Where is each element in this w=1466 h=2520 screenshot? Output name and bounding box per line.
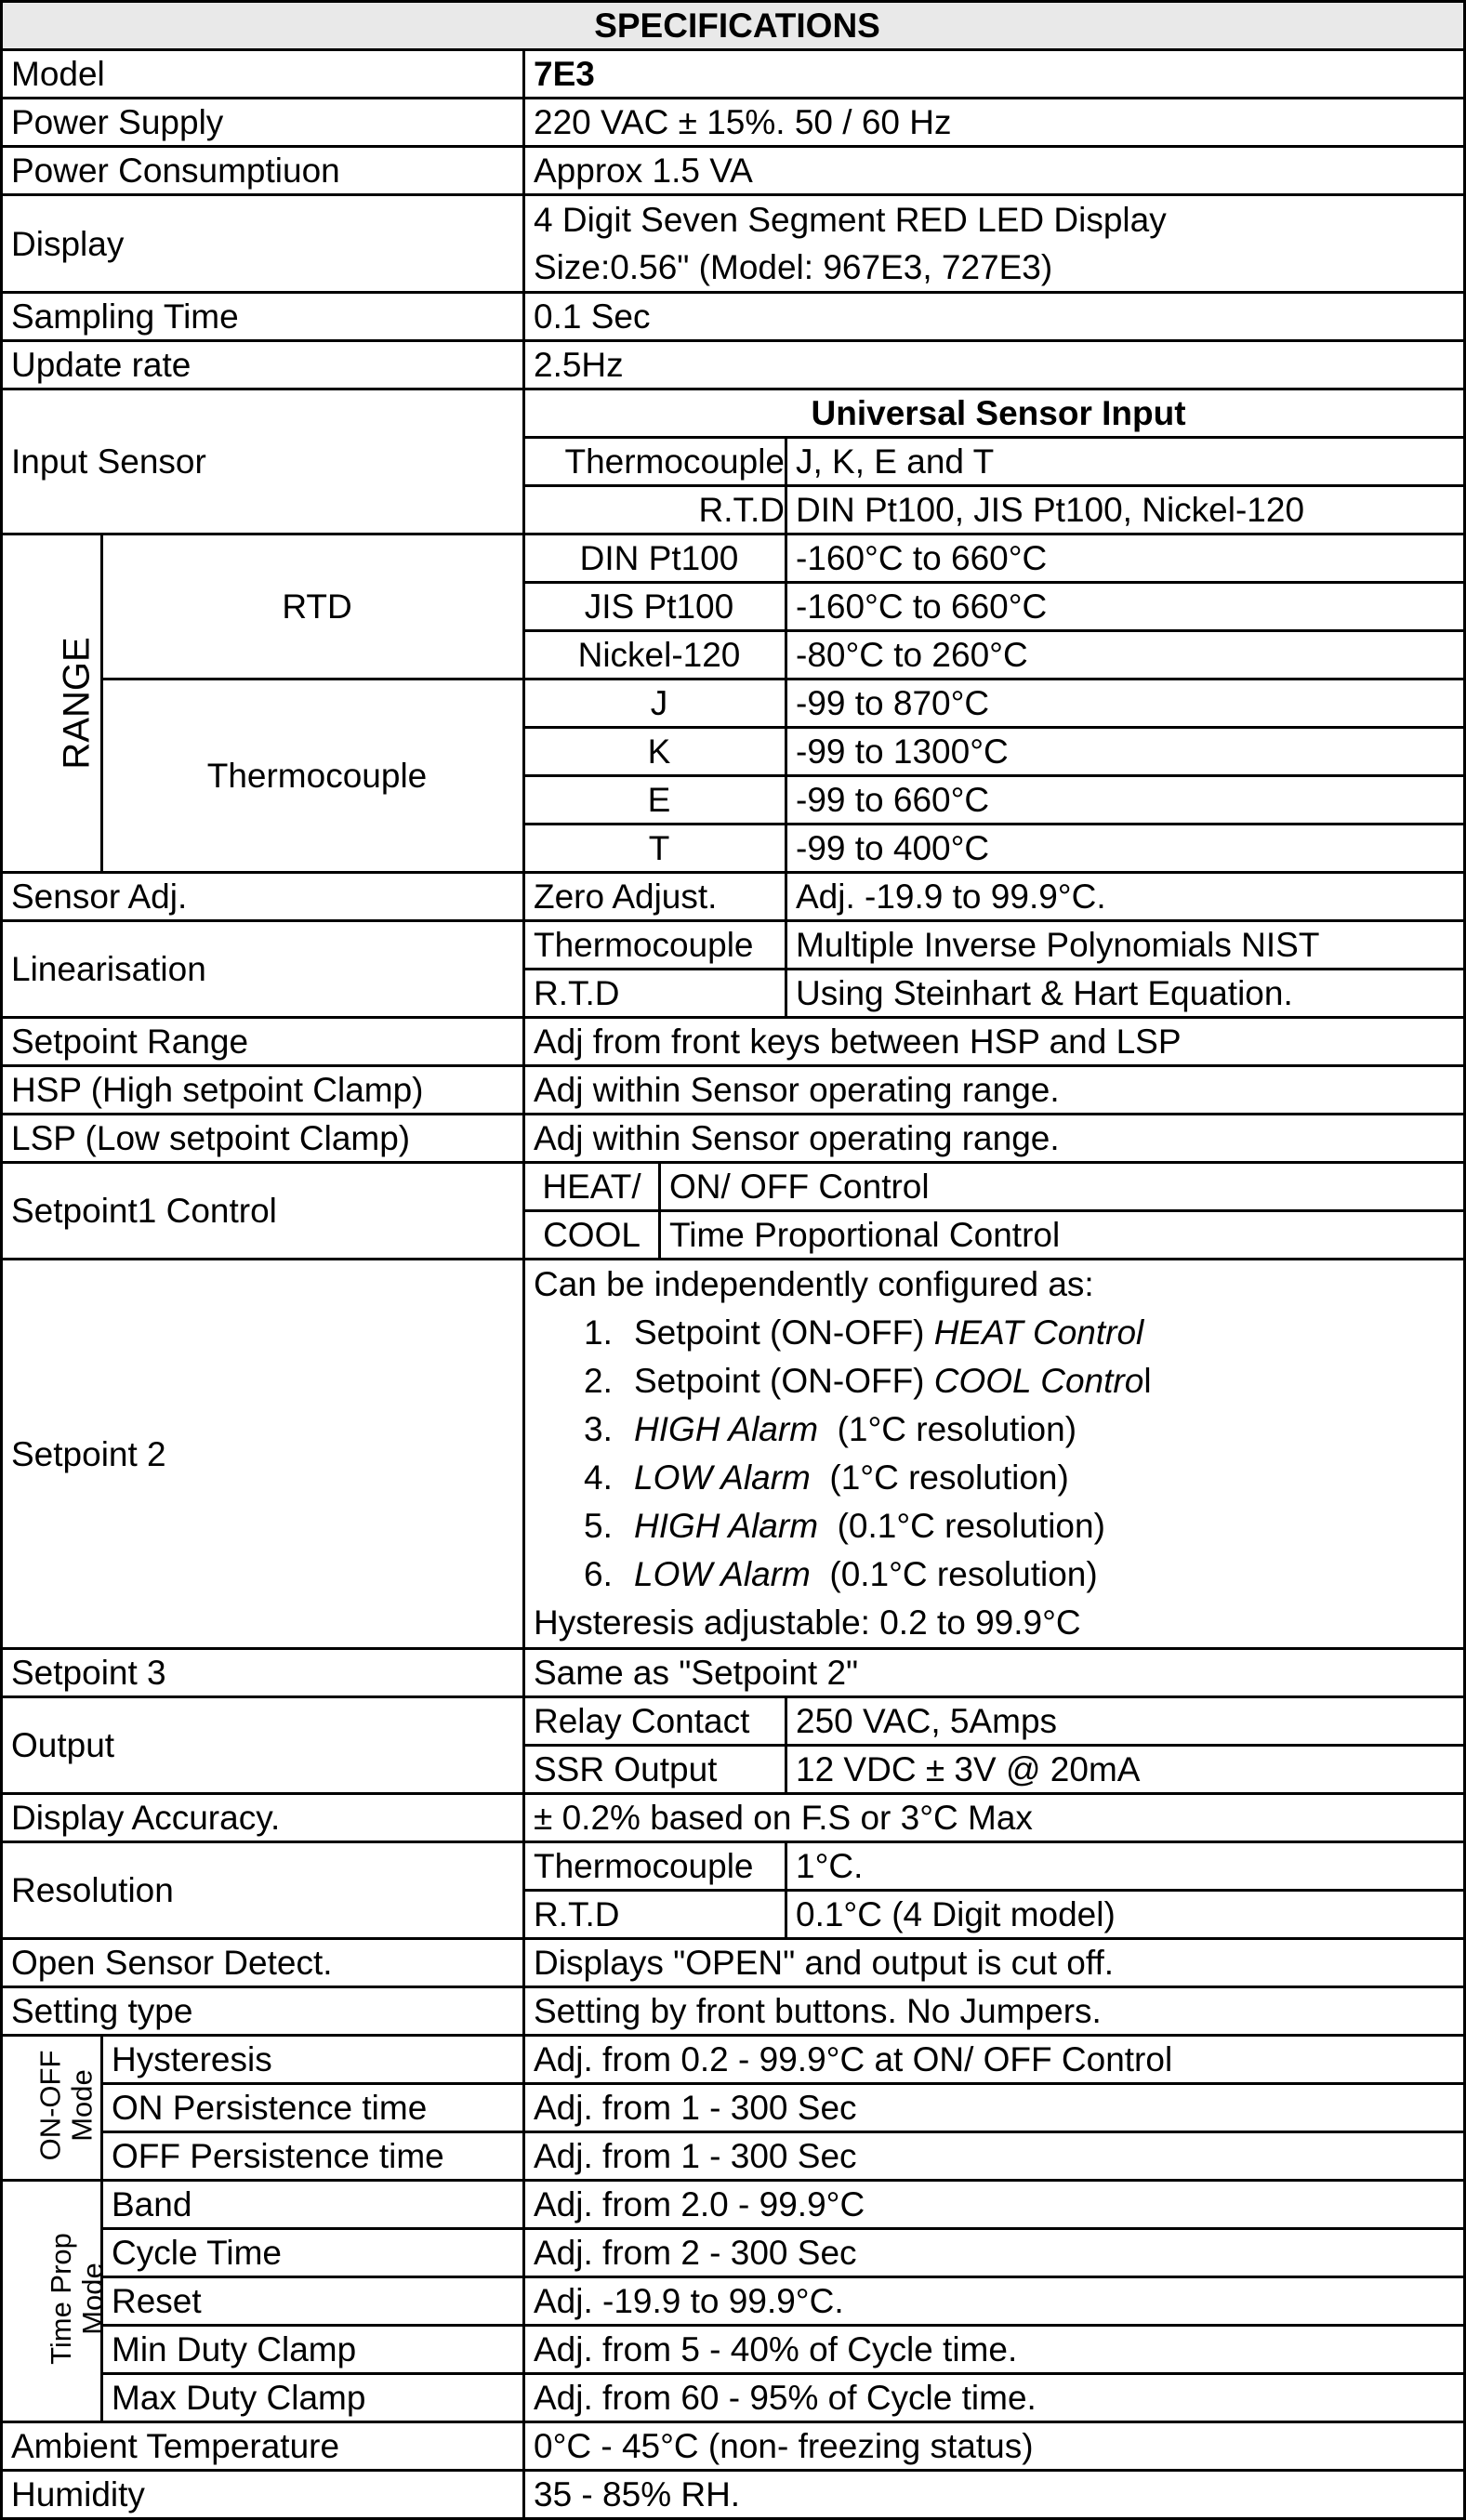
spec-label: Setting type: [2, 1987, 524, 2036]
table-row: [2, 2277, 1465, 2326]
table-row: [2, 1260, 1465, 1649]
spec-value: 2.5Hz: [524, 341, 1465, 389]
spec-value: Adj. from 0.2 - 99.9°C at ON/ OFF Control: [524, 2036, 1465, 2084]
spec-label: Display: [2, 195, 524, 293]
spec-value: 1°C.: [786, 1842, 1465, 1891]
spec-value: Adj within Sensor operating range.: [524, 1066, 1465, 1115]
table-row: [2, 389, 1465, 438]
table-row: [2, 921, 1465, 970]
mode-param: OFF Persistence time: [102, 2132, 524, 2181]
table-row: [2, 147, 1465, 195]
table-row: [2, 2084, 1465, 2132]
timeprop-mode-label: Time Prop Mode: [2, 2181, 102, 2422]
table-row: [2, 1649, 1465, 1697]
table-row: [2, 195, 1465, 293]
spec-label: Setpoint Range: [2, 1018, 524, 1066]
mode-param: Reset: [102, 2277, 524, 2326]
table-row: [2, 1163, 1465, 1211]
range-sensor: E: [524, 776, 786, 825]
table-row: [2, 2229, 1465, 2277]
table-row: [2, 1987, 1465, 2036]
range-label: [2, 534, 102, 873]
range-value: -160°C to 660°C: [786, 534, 1465, 583]
spec-label: Power Consumptiuon: [2, 147, 524, 195]
range-label-text: RANGE: [56, 637, 98, 770]
range-sensor: DIN Pt100: [524, 534, 786, 583]
setpoint1-mode-line2: COOL: [525, 1212, 661, 1258]
range-value: -160°C to 660°C: [786, 583, 1465, 631]
spec-sub-label: R.T.D: [524, 970, 786, 1018]
table-row: [2, 1115, 1465, 1163]
table-row: [2, 341, 1465, 389]
spec-value: 250 VAC, 5Amps: [786, 1697, 1465, 1746]
mode-param: Cycle Time: [102, 2229, 524, 2277]
table-row: [2, 2374, 1465, 2422]
table-row: [2, 2422, 1465, 2471]
mode-param: Band: [102, 2181, 524, 2229]
range-value: -99 to 660°C: [786, 776, 1465, 825]
setpoint1-mode-line1: HEAT/: [525, 1164, 661, 1209]
spec-sub-label: Relay Contact: [524, 1697, 786, 1746]
display-line-2: Size:0.56" (Model: 967E3, 727E3): [534, 248, 1053, 286]
spec-label: Power Supply: [2, 99, 524, 147]
spec-label: HSP (High setpoint Clamp): [2, 1066, 524, 1115]
spec-label: Linearisation: [2, 921, 524, 1018]
table-title: SPECIFICATIONS: [2, 2, 1465, 50]
list-item: 5. HIGH Alarm (0.1°C resolution): [584, 1507, 1105, 1545]
spec-label: Ambient Temperature: [2, 2422, 524, 2471]
input-sensor-heading: Universal Sensor Input: [524, 389, 1465, 438]
spec-label: Setpoint 3: [2, 1649, 524, 1697]
onoff-mode-label: ON-OFF Mode: [2, 2036, 102, 2181]
mode-param: Max Duty Clamp: [102, 2374, 524, 2422]
range-thermocouple-label: Thermocouple: [102, 679, 524, 873]
table-row: [2, 293, 1465, 341]
spec-value: [524, 195, 1465, 293]
setpoint1-option: Time Proportional Control: [669, 1216, 1061, 1254]
sensor-type: R.T.D: [524, 486, 786, 534]
range-sensor: T: [524, 825, 786, 873]
spec-sub-label: SSR Output: [524, 1746, 786, 1794]
list-item: 4. LOW Alarm (1°C resolution): [584, 1458, 1069, 1497]
spec-label: Display Accuracy.: [2, 1794, 524, 1842]
spec-label: Sampling Time: [2, 293, 524, 341]
setpoint1-control-cell: [524, 1211, 1465, 1260]
table-row: [2, 1794, 1465, 1842]
spec-label: Humidity: [2, 2471, 524, 2519]
range-value: -80°C to 260°C: [786, 631, 1465, 679]
table-row: [2, 1842, 1465, 1891]
spec-value: Adj. from 5 - 40% of Cycle time.: [524, 2326, 1465, 2374]
setpoint2-footer: Hysteresis adjustable: 0.2 to 99.9°C: [534, 1603, 1081, 1642]
table-row: [2, 2471, 1465, 2519]
range-value: -99 to 1300°C: [786, 728, 1465, 776]
spec-value: ± 0.2% based on F.S or 3°C Max: [524, 1794, 1465, 1842]
spec-label: Model: [2, 50, 524, 99]
spec-label: Resolution: [2, 1842, 524, 1939]
spec-value: 7E3: [524, 50, 1465, 99]
spec-label: LSP (Low setpoint Clamp): [2, 1115, 524, 1163]
mode-param: ON Persistence time: [102, 2084, 524, 2132]
spec-value: Adj. from 1 - 300 Sec: [524, 2132, 1465, 2181]
spec-value: Using Steinhart & Hart Equation.: [786, 970, 1465, 1018]
spec-label: Setpoint1 Control: [2, 1163, 524, 1260]
mode-param: Hysteresis: [102, 2036, 524, 2084]
spec-sub-label: Thermocouple: [524, 921, 786, 970]
setpoint2-intro: Can be independently configured as:: [534, 1265, 1094, 1303]
table-row: [2, 1939, 1465, 1987]
table-row: [2, 2132, 1465, 2181]
list-item: 1. Setpoint (ON-OFF) HEAT Control: [584, 1313, 1144, 1352]
spec-value: J, K, E and T: [786, 438, 1465, 486]
table-row: [2, 1066, 1465, 1115]
title-row: [2, 2, 1465, 50]
setpoint2-value: [524, 1260, 1465, 1649]
spec-value: Adj. from 2.0 - 99.9°C: [524, 2181, 1465, 2229]
spec-sub-label: Zero Adjust.: [524, 873, 786, 921]
spec-value: Adj. from 2 - 300 Sec: [524, 2229, 1465, 2277]
display-line-1: 4 Digit Seven Segment RED LED Display: [534, 201, 1167, 239]
spec-value: DIN Pt100, JIS Pt100, Nickel-120: [786, 486, 1465, 534]
setpoint1-control-cell: [524, 1163, 1465, 1211]
table-row: [2, 1697, 1465, 1746]
spec-value: 0.1 Sec: [524, 293, 1465, 341]
spec-label: Open Sensor Detect.: [2, 1939, 524, 1987]
range-sensor: JIS Pt100: [524, 583, 786, 631]
spec-value: 0°C - 45°C (non- freezing status): [524, 2422, 1465, 2471]
table-row: [2, 2181, 1465, 2229]
list-item: 2. Setpoint (ON-OFF) COOL Control: [584, 1362, 1152, 1400]
list-item: 6. LOW Alarm (0.1°C resolution): [584, 1555, 1098, 1593]
range-rtd-label: RTD: [102, 534, 524, 679]
spec-label: Update rate: [2, 341, 524, 389]
table-row: [2, 2036, 1465, 2084]
range-value: -99 to 870°C: [786, 679, 1465, 728]
spec-value: 12 VDC ± 3V @ 20mA: [786, 1746, 1465, 1794]
table-row: [2, 873, 1465, 921]
range-sensor: Nickel-120: [524, 631, 786, 679]
spec-value: Adj within Sensor operating range.: [524, 1115, 1465, 1163]
spec-sub-label: Thermocouple: [524, 1842, 786, 1891]
spec-label: Sensor Adj.: [2, 873, 524, 921]
range-sensor: K: [524, 728, 786, 776]
spec-sub-label: R.T.D: [524, 1891, 786, 1939]
spec-value: 220 VAC ± 15%. 50 / 60 Hz: [524, 99, 1465, 147]
spec-label: Input Sensor: [2, 389, 524, 534]
spec-value: Adj. from 1 - 300 Sec: [524, 2084, 1465, 2132]
spec-value: Adj from front keys between HSP and LSP: [524, 1018, 1465, 1066]
setpoint1-option: ON/ OFF Control: [669, 1168, 930, 1206]
spec-value: Adj. -19.9 to 99.9°C.: [786, 873, 1465, 921]
table-row: [2, 1018, 1465, 1066]
table-row: [2, 2326, 1465, 2374]
range-sensor: J: [524, 679, 786, 728]
spec-value: Same as "Setpoint 2": [524, 1649, 1465, 1697]
spec-value: Approx 1.5 VA: [524, 147, 1465, 195]
spec-label: Setpoint 2: [2, 1260, 524, 1649]
sensor-type: Thermocouple: [524, 438, 786, 486]
spec-value: Adj. -19.9 to 99.9°C.: [524, 2277, 1465, 2326]
table-row: [2, 50, 1465, 99]
spec-value: Multiple Inverse Polynomials NIST: [786, 921, 1465, 970]
table-row: [2, 99, 1465, 147]
spec-value: 35 - 85% RH.: [524, 2471, 1465, 2519]
mode-param: Min Duty Clamp: [102, 2326, 524, 2374]
table-row: [2, 679, 1465, 728]
list-item: 3. HIGH Alarm (1°C resolution): [584, 1410, 1077, 1448]
spec-value: Displays "OPEN" and output is cut off.: [524, 1939, 1465, 1987]
spec-value: Adj. from 60 - 95% of Cycle time.: [524, 2374, 1465, 2422]
table-row: [2, 534, 1465, 583]
range-value: -99 to 400°C: [786, 825, 1465, 873]
spec-value: 0.1°C (4 Digit model): [786, 1891, 1465, 1939]
spec-value: Setting by front buttons. No Jumpers.: [524, 1987, 1465, 2036]
spec-label: Output: [2, 1697, 524, 1794]
